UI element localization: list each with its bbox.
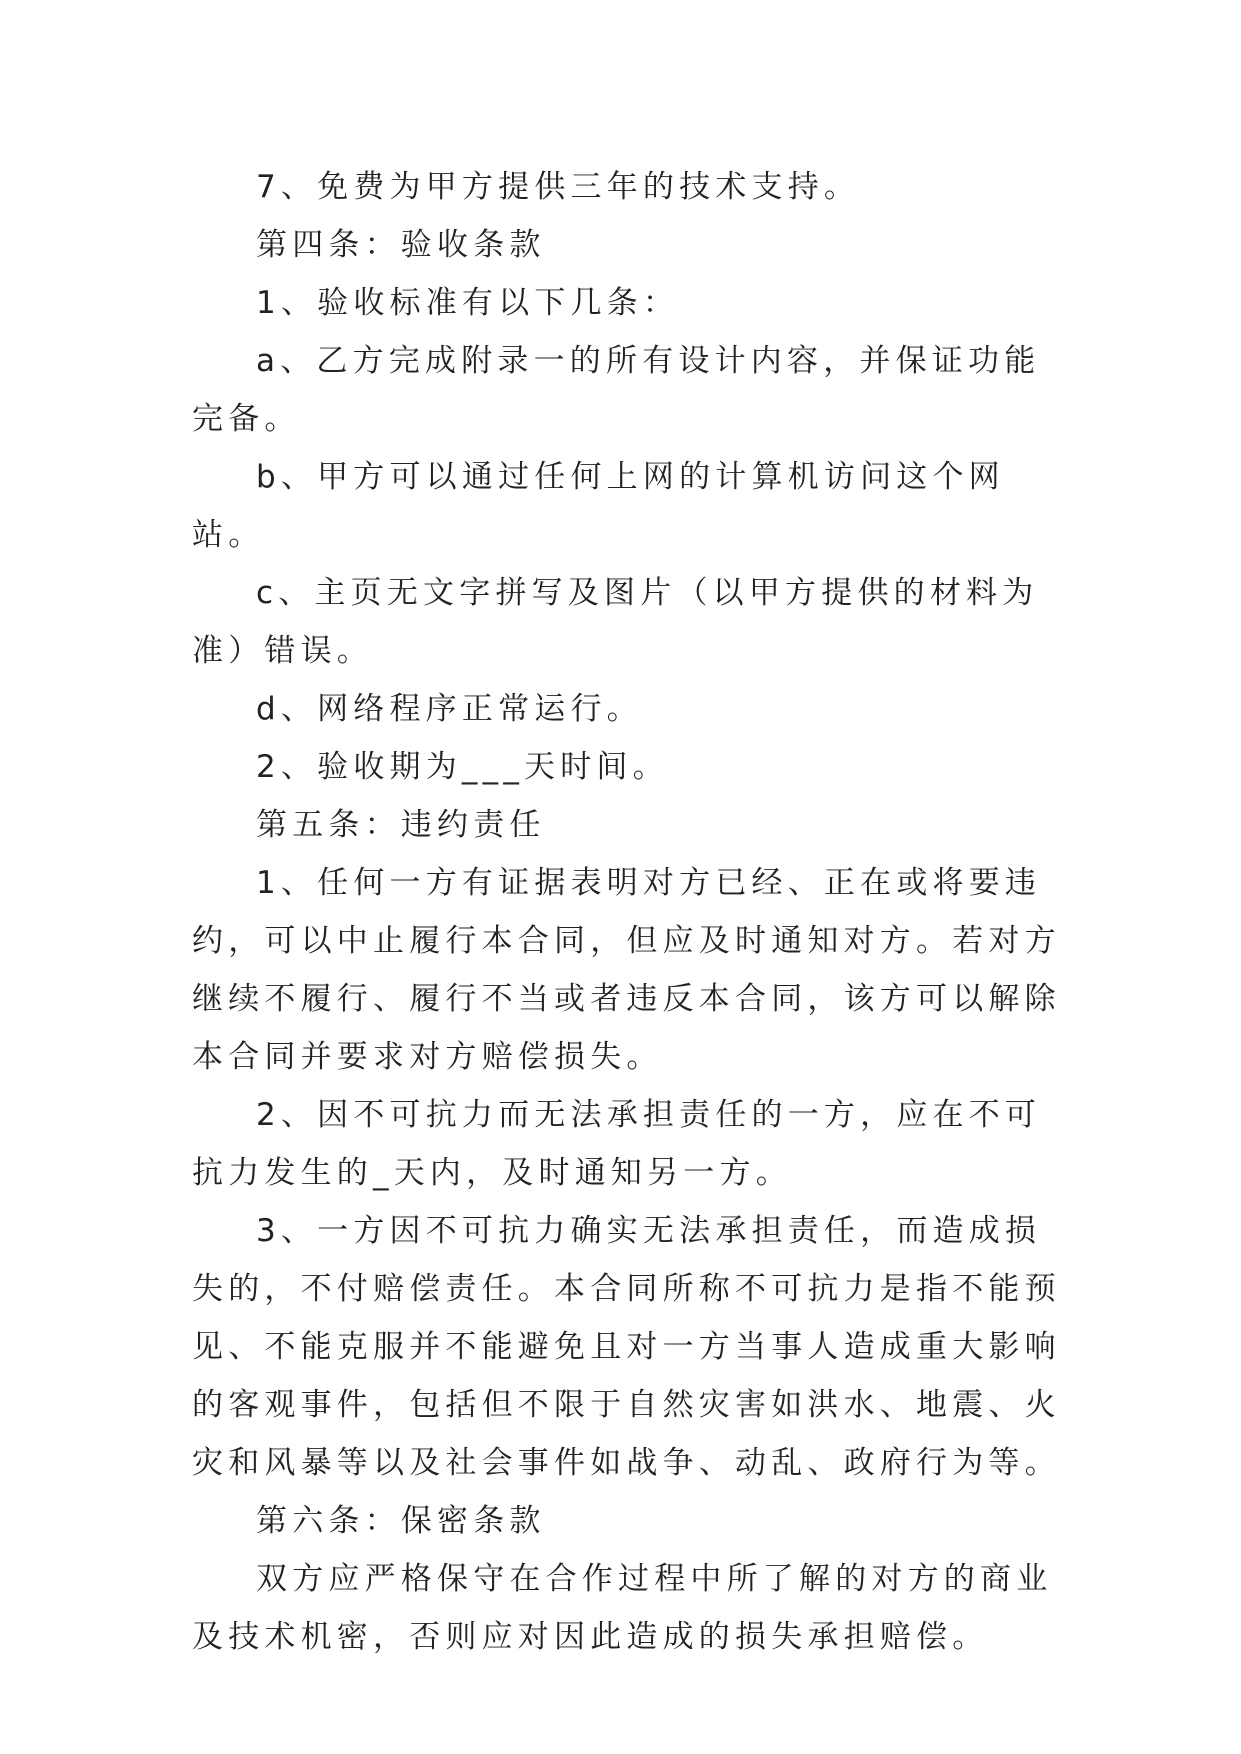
- paragraph-item-b: b、甲方可以通过任何上网的计算机访问这个网站。: [192, 459, 1005, 553]
- paragraph-item-d: d、网络程序正常运行。: [256, 691, 643, 727]
- paragraph-breach-3: 3、一方因不可抗力确实无法承担责任，而造成损失的，不付赔偿责任。本合同所称不可抗力是指不能预见、不能克服并不能避免且对一方当事人造成重大影响的客观事件，包括但不限于自然灾害如洪水、地震、火灾和风暴等以及社会事件如战争、动乱、政府行为等。: [192, 1213, 1061, 1481]
- paragraph-breach-1: 1、任何一方有证据表明对方已经、正在或将要违约，可以中止履行本合同，但应及时通知对方。若对方继续不履行、履行不当或者违反本合同，该方可以解除本合同并要求对方赔偿损失。: [192, 865, 1061, 1075]
- paragraph-confidentiality: 双方应严格保守在合作过程中所了解的对方的商业及技术机密，否则应对因此造成的损失承担赔偿。: [192, 1561, 1053, 1655]
- paragraph-item-c: c、主页无文字拼写及图片（以甲方提供的材料为准）错误。: [192, 575, 1039, 669]
- heading-article-4: 第四条：验收条款: [256, 227, 546, 263]
- paragraph-breach-2: 2、因不可抗力而无法承担责任的一方，应在不可抗力发生的_天内，及时通知另一方。: [192, 1097, 1042, 1191]
- paragraph-item-a: a、乙方完成附录一的所有设计内容，并保证功能完备。: [192, 343, 1041, 437]
- paragraph-tech-support: 7、免费为甲方提供三年的技术支持。: [256, 169, 861, 205]
- heading-article-5: 第五条：违约责任: [256, 807, 546, 843]
- document-body: [192, 158, 1062, 1666]
- paragraph-acceptance-standards: 1、验收标准有以下几条：: [256, 285, 680, 321]
- paragraph-acceptance-period: 2、验收期为___天时间。: [256, 749, 669, 785]
- heading-article-6: 第六条：保密条款: [256, 1503, 546, 1539]
